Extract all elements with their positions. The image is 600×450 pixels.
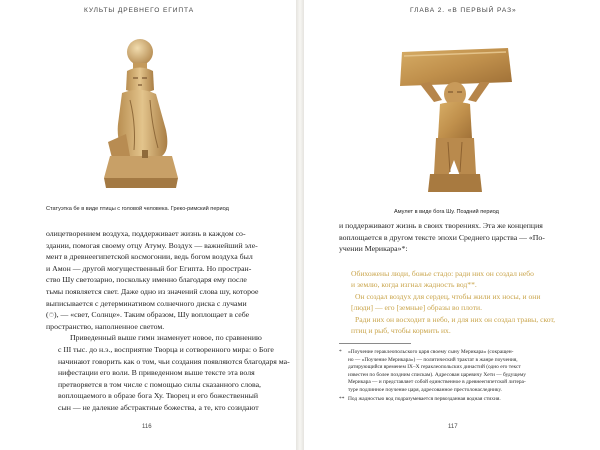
text-line: выписывается с детерминативом солнечного диска с лучами (46, 298, 247, 308)
footnote-line: известен по более поздним спискам). Адресован царевичу Хети — будущему (348, 371, 527, 378)
page-number-left: 116 (142, 424, 152, 430)
text-line: Приведенный выше гимн знаменует новое, по сравнению (70, 333, 262, 343)
page-number-right: 117 (448, 424, 458, 430)
quote-line: Обихожены люди, божье стадо: ради них он создал небо (351, 269, 534, 278)
footnote-line: но — «Поучение Мерикара») — политический трактат в жанре поучения, (348, 356, 518, 363)
running-head-right: ГЛАВА 2. «В ПЕРВЫЙ РАЗ» (410, 7, 517, 14)
quote-line: Он создал воздух для сердец, чтобы жили их носы, и они (355, 291, 541, 301)
text-line: тьмы появляется свет. Даже одно из значений слова шу, которое (46, 286, 259, 296)
quote-line: Ради них он восходит в небо, и для них он создал травы, скот, (355, 314, 556, 324)
shu-amulet-image (390, 42, 520, 202)
body-text-right (339, 220, 565, 255)
text-line: учении Мерикара»*: (339, 244, 408, 254)
figure-caption-right: Амулет в виде бога Шу. Поздний период (394, 209, 499, 215)
text-line: здании, помогая своему отцу Атуму. Воздух — важнейший эле- (46, 240, 258, 250)
footnote-mark: * (339, 349, 342, 355)
text-line: воплощаемого в образе бога Ху. Творец и его божественный (58, 391, 259, 401)
book-gutter (296, 0, 304, 450)
right-page (304, 0, 600, 450)
statuette-drawing (100, 38, 190, 198)
text-line: претворяется в том числе с помощью силы сказанного слова, (58, 379, 262, 389)
amulet-drawing (390, 42, 520, 202)
text-line: нифестации его воли. В приведенном выше тексте эта воля (58, 368, 255, 378)
quote-line: и землю, когда изгнал жадность вод**. (351, 280, 477, 290)
text-line: олицетворением воздуха, поддерживает жизнь в каждом со- (46, 229, 246, 238)
footnote-line: датирующийся временем IX–X гераклеопольских династий (одно его текст (348, 364, 521, 371)
body-text-left (46, 228, 290, 414)
text-line: воплощается в другом тексте эпохи Среднего царства — «По- (339, 232, 545, 242)
text-line: начинают говорить как о том, чьи создания появляются благодаря ма- (58, 356, 290, 366)
ba-bird-statuette-image (100, 38, 190, 198)
text-line: сын — не далекие абстрактные божества, а те, кто созидают (58, 402, 259, 412)
text-line: ство Шу светозарно, поскольку именно благодаря ему после (46, 275, 247, 285)
text-line: с III тыс. до н.э., восприятие Творца и сотворенного мира: о Боге (58, 344, 274, 354)
footnote-line: «Поучение гераклеопольского царя своему сыну Мерикара» (сокращен- (348, 349, 514, 355)
footnote-line: туре подлинное поучение царя, адресованное престолонаследнику. (348, 386, 502, 393)
footnote-rule (339, 343, 411, 344)
text-line: и поддерживают жизнь в своих творениях. Эта же концепция (339, 221, 543, 230)
footnote (339, 349, 569, 395)
footnotes (339, 349, 569, 404)
footnote-mark: ** (339, 395, 345, 402)
footnote-line: Под жадностью вод подразумевается первозданная водная стихия. (348, 395, 501, 402)
quote-line: птиц и рыб, чтобы кормить их. (351, 326, 451, 336)
hymn-quote (351, 268, 565, 336)
footnote (339, 396, 569, 404)
running-head-left: КУЛЬТЫ ДРЕВНЕГО ЕГИПТА (84, 7, 195, 14)
text-line: и Амон — другой могущественный бог Египта. Но простран- (46, 263, 252, 273)
figure-caption-left: Статуэтка бе в виде птицы с головой человека. Греко-римский период (46, 206, 229, 212)
text-line: мент в древнеегипетской космогонии, ведь богом воздуха был (46, 252, 253, 262)
text-line: пространство, наполненное светом. (46, 321, 165, 331)
footnote-line: Мерикара — и представляет собой единственное в древнеегипетской литера- (348, 379, 526, 386)
quote-line: [люди] — его [земные] образы во плоти. (351, 303, 482, 313)
text-line: (𓇸), — «свет, Солнце». Таким образом, Шу воплощает в себе (46, 310, 250, 320)
left-page (0, 0, 296, 450)
